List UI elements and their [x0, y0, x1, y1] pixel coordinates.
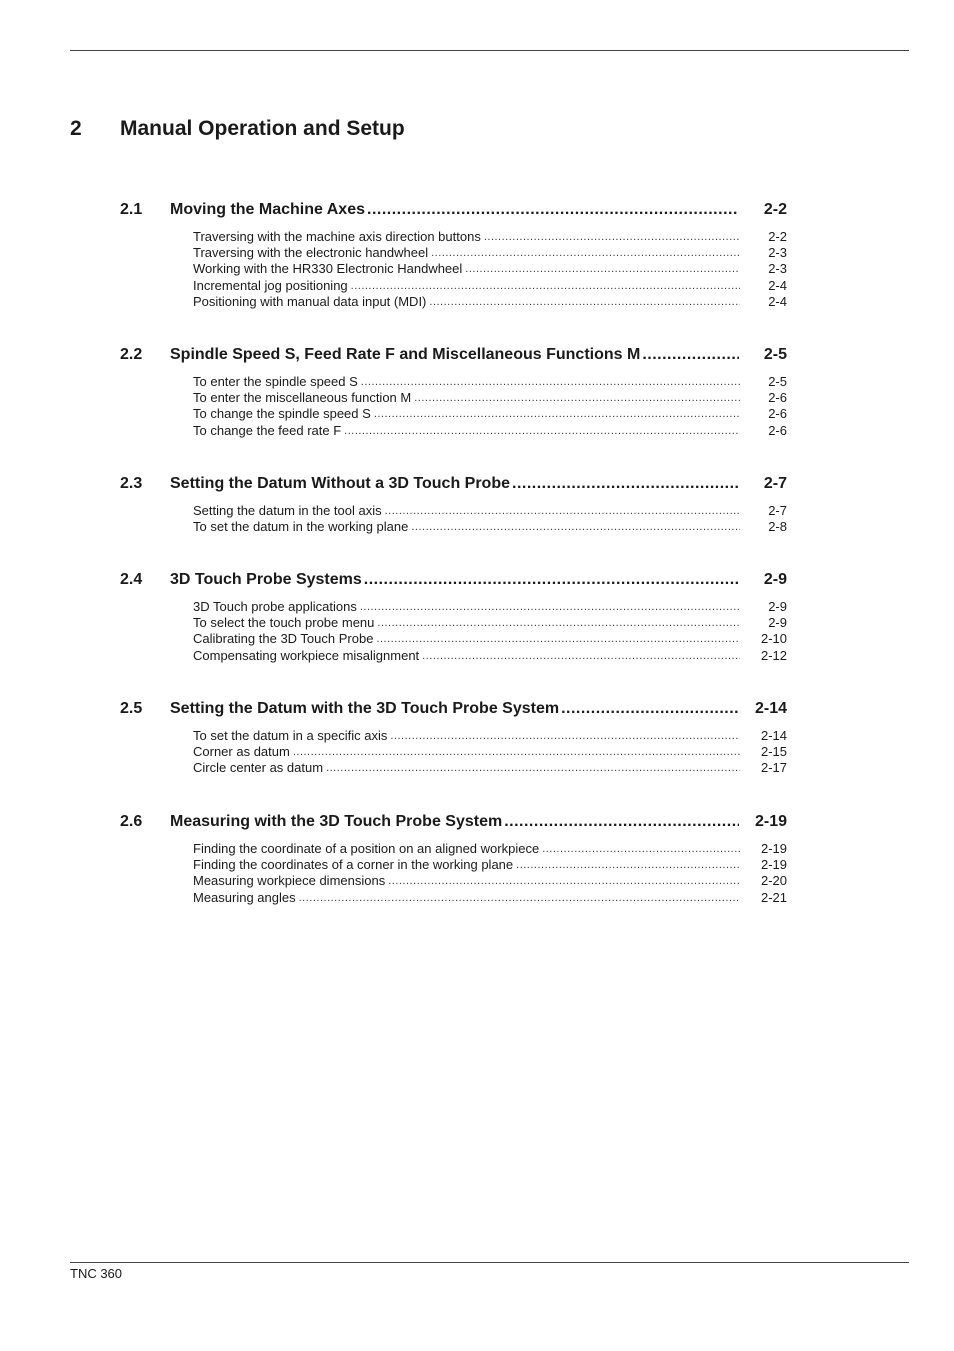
- dot-leader: [390, 728, 740, 744]
- entry-page: 2-12: [760, 647, 787, 663]
- dot-leader: [361, 374, 740, 390]
- toc-entry[interactable]: [193, 728, 787, 744]
- dot-leader: [516, 857, 740, 873]
- entry-title: Traversing with the electronic handwheel: [193, 245, 429, 261]
- toc-entry[interactable]: [193, 857, 787, 873]
- toc-entry[interactable]: [193, 615, 787, 631]
- entry-page: 2-3: [768, 261, 787, 277]
- section-page: 2-9: [763, 571, 787, 588]
- chapter-title: Manual Operation and Setup: [120, 117, 405, 140]
- toc-entry[interactable]: [193, 261, 787, 277]
- toc-entry[interactable]: [193, 519, 787, 535]
- section-page: 2-2: [763, 201, 787, 218]
- footer-text: TNC 360: [70, 1266, 123, 1281]
- toc-section: [120, 698, 787, 777]
- toc-entry[interactable]: [193, 631, 787, 647]
- entry-title: Working with the HR330 Electronic Handwheel: [193, 261, 463, 277]
- toc-entry[interactable]: [193, 890, 787, 906]
- toc-entry-list: [193, 229, 787, 310]
- dot-leader: [411, 519, 740, 535]
- section-page: 2-14: [754, 700, 787, 717]
- entry-page: 2-9: [768, 615, 787, 631]
- entry-page: 2-15: [760, 744, 787, 760]
- section-title: Measuring with the 3D Touch Probe System: [170, 813, 503, 830]
- entry-page: 2-4: [768, 277, 787, 293]
- dot-leader: [388, 873, 740, 889]
- toc-entry[interactable]: [193, 503, 787, 519]
- dot-leader: [376, 631, 740, 647]
- dot-leader: [344, 423, 740, 439]
- section-title: Setting the Datum with the 3D Touch Probe System: [170, 700, 560, 717]
- entry-page: 2-21: [760, 889, 787, 905]
- entry-page: 2-6: [768, 406, 787, 422]
- toc-entry[interactable]: [193, 760, 787, 776]
- section-title: 3D Touch Probe Systems: [170, 571, 362, 588]
- toc-entry-list: [193, 841, 787, 906]
- dot-leader: [561, 698, 739, 720]
- entry-title: Measuring workpiece dimensions: [193, 873, 386, 889]
- toc-entry-list: [193, 599, 787, 664]
- entry-page: 2-19: [760, 857, 787, 873]
- dot-leader: [293, 744, 740, 760]
- section-page: 2-5: [763, 346, 787, 363]
- entry-page: 2-2: [768, 229, 787, 244]
- toc-section: [120, 473, 787, 535]
- footer-rule: [70, 1262, 909, 1263]
- toc-entry-list: [193, 728, 787, 777]
- entry-page: 2-14: [760, 728, 787, 743]
- toc-entry-list: [193, 503, 787, 535]
- entry-title: Finding the coordinate of a position on an aligned workpiece: [193, 841, 540, 856]
- dot-leader: [326, 760, 740, 776]
- dot-leader: [542, 841, 740, 857]
- entry-title: Circle center as datum: [193, 760, 324, 776]
- dot-leader: [431, 245, 740, 261]
- entry-title: To change the feed rate F: [193, 422, 342, 438]
- dot-leader: [465, 261, 740, 277]
- dot-leader: [299, 890, 740, 906]
- entry-title: Setting the datum in the tool axis: [193, 503, 382, 518]
- toc-entry[interactable]: [193, 599, 787, 615]
- dot-leader: [351, 278, 740, 294]
- entry-page: 2-7: [768, 503, 787, 518]
- section-title: Setting the Datum Without a 3D Touch Probe: [170, 475, 510, 492]
- entry-title: Positioning with manual data input (MDI): [193, 293, 427, 309]
- entry-page: 2-17: [760, 760, 787, 776]
- toc-entry[interactable]: [193, 744, 787, 760]
- dot-leader: [422, 648, 740, 664]
- toc-section: [120, 199, 787, 310]
- toc-entry-list: [193, 374, 787, 439]
- dot-leader: [414, 390, 740, 406]
- entry-title: To enter the spindle speed S: [193, 374, 358, 389]
- header-rule: [70, 50, 909, 51]
- entry-title: Finding the coordinates of a corner in the working plane: [193, 857, 514, 873]
- entry-title: Traversing with the machine axis direction buttons: [193, 229, 481, 244]
- entry-page: 2-6: [768, 390, 787, 406]
- toc-entry[interactable]: [193, 873, 787, 889]
- dot-leader: [377, 615, 740, 631]
- dot-leader: [364, 569, 739, 591]
- entry-page: 2-9: [768, 599, 787, 614]
- entry-title: To select the touch probe menu: [193, 615, 375, 631]
- toc-entry[interactable]: [193, 423, 787, 439]
- toc-entry[interactable]: [193, 648, 787, 664]
- toc-entry[interactable]: [193, 406, 787, 422]
- section-number: 2.1: [120, 201, 143, 218]
- entry-title: To enter the miscellaneous function M: [193, 390, 412, 406]
- toc-section-heading[interactable]: [120, 473, 787, 495]
- entry-page: 2-5: [768, 374, 787, 389]
- entry-page: 2-20: [760, 873, 787, 889]
- toc-entry[interactable]: [193, 278, 787, 294]
- section-number: 2.6: [120, 813, 143, 830]
- section-number: 2.5: [120, 700, 143, 717]
- dot-leader: [429, 294, 740, 310]
- toc-entry[interactable]: [193, 294, 787, 310]
- entry-title: To set the datum in a specific axis: [193, 728, 388, 743]
- toc-section-heading[interactable]: [120, 811, 787, 833]
- entry-page: 2-19: [760, 841, 787, 856]
- section-page: 2-7: [763, 475, 787, 492]
- toc-section-heading[interactable]: [120, 344, 787, 366]
- toc-entry[interactable]: [193, 229, 787, 245]
- section-title: Spindle Speed S, Feed Rate F and Miscellaneous Functions M: [170, 346, 641, 363]
- toc-section-heading[interactable]: [120, 199, 787, 221]
- section-title: Moving the Machine Axes: [170, 201, 365, 218]
- entry-page: 2-3: [768, 245, 787, 261]
- entry-title: Calibrating the 3D Touch Probe: [193, 631, 374, 647]
- entry-title: Incremental jog positioning: [193, 277, 348, 293]
- toc-entry[interactable]: [193, 245, 787, 261]
- toc-section: [120, 811, 787, 906]
- section-number: 2.2: [120, 346, 143, 363]
- dot-leader: [512, 473, 739, 495]
- entry-title: Corner as datum: [193, 744, 290, 760]
- dot-leader: [360, 599, 740, 615]
- entry-title: 3D Touch probe applications: [193, 599, 357, 614]
- toc-section-heading[interactable]: [120, 569, 787, 591]
- entry-page: 2-10: [760, 631, 787, 647]
- section-page: 2-19: [754, 813, 787, 830]
- dot-leader: [504, 811, 739, 833]
- dot-leader: [374, 406, 740, 422]
- dot-leader: [385, 503, 740, 519]
- entry-title: To set the datum in the working plane: [193, 519, 409, 535]
- toc-section: [120, 344, 787, 439]
- entry-page: 2-8: [768, 519, 787, 535]
- toc-entry[interactable]: [193, 390, 787, 406]
- entry-page: 2-4: [768, 293, 787, 309]
- toc-entry[interactable]: [193, 374, 787, 390]
- toc-section-heading[interactable]: [120, 698, 787, 720]
- entry-title: Measuring angles: [193, 889, 296, 905]
- section-number: 2.3: [120, 475, 143, 492]
- entry-title: Compensating workpiece misalignment: [193, 647, 420, 663]
- toc-section: [120, 569, 787, 664]
- dot-leader: [484, 229, 740, 245]
- chapter-number: 2: [70, 117, 82, 140]
- entry-page: 2-6: [768, 422, 787, 438]
- entry-title: To change the spindle speed S: [193, 406, 371, 422]
- section-number: 2.4: [120, 571, 143, 588]
- toc-entry[interactable]: [193, 841, 787, 857]
- dot-leader: [367, 199, 739, 221]
- dot-leader: [642, 344, 739, 366]
